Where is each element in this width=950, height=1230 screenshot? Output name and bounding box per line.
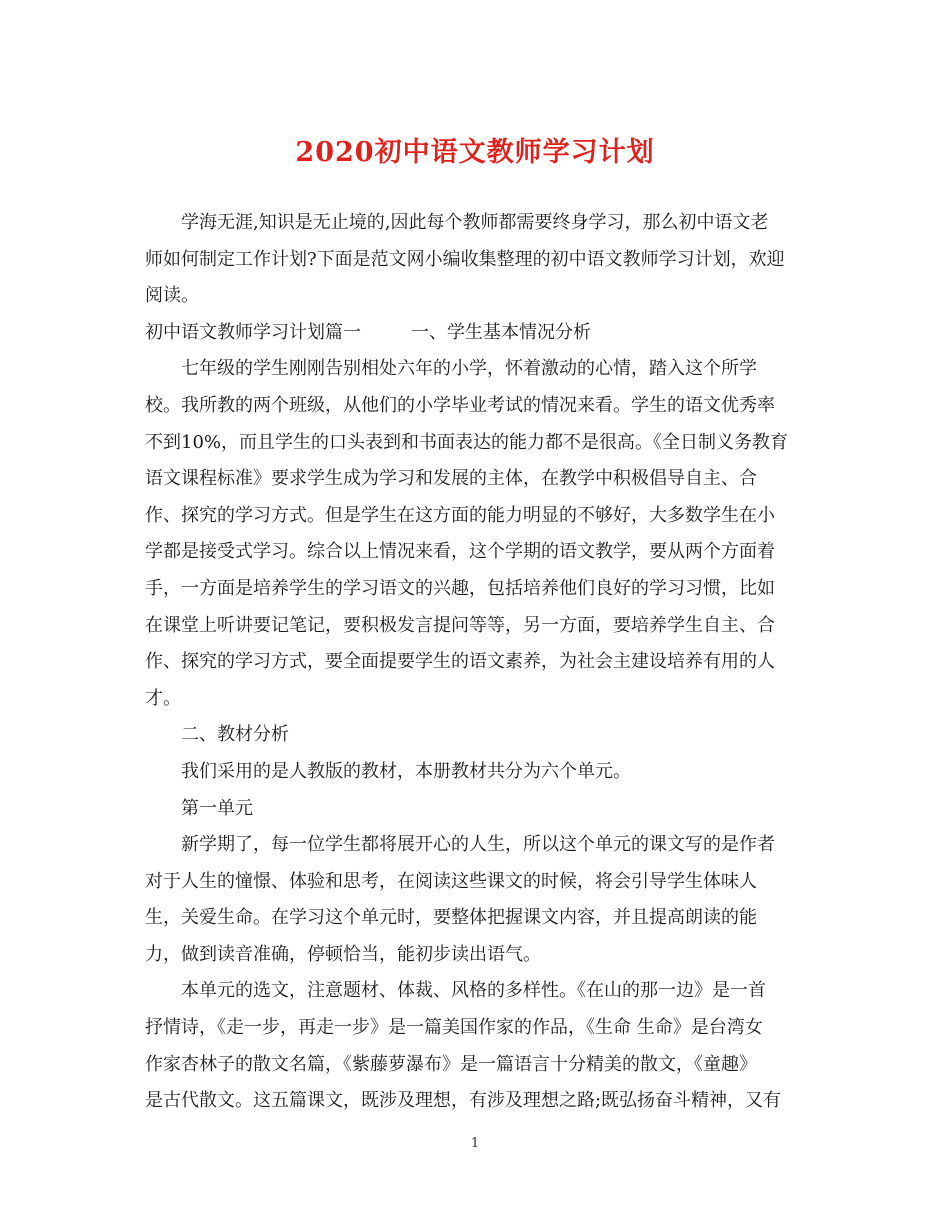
- section-heading: 二、教材分析: [181, 724, 289, 746]
- paragraph-line: 作、探究的学习方式。但是学生在这方面的能力明显的不够好，大多数学生在小: [145, 504, 775, 526]
- paragraph-line: 校。我所教的两个班级，从他们的小学毕业考试的情况来看。学生的语文优秀率: [145, 394, 775, 416]
- plan-heading: 初中语文教师学习计划篇一: [145, 321, 361, 343]
- paragraph-line: 语文课程标准》要求学生成为学习和发展的主体，在教学中积极倡导自主、合: [145, 468, 757, 490]
- paragraph-line: 不到10%，而且学生的口头表到和书面表达的能力都不是很高。《全日制义务教育: [145, 431, 789, 453]
- paragraph-line: 力，做到读音准确，停顿恰当，能初步读出语气。: [145, 943, 541, 965]
- paragraph-line: 本单元的选文，注意题材、体裁、风格的多样性。《在山的那一边》是一首: [181, 980, 766, 1002]
- paragraph-line: 抒情诗，《走一步，再走一步》是一篇美国作家的作品，《生命 生命》是台湾女: [145, 1017, 763, 1039]
- section-heading: 一、学生基本情况分析: [411, 321, 591, 343]
- document-title: 2020初中语文教师学习计划: [295, 137, 655, 168]
- page-number: 1: [470, 1136, 480, 1151]
- paragraph-line: 学都是接受式学习。综合以上情况来看，这个学期的语文教学，要从两个方面着: [145, 541, 775, 563]
- paragraph-line: 七年级的学生刚刚告别相处六年的小学，怀着激动的心情，踏入这个所学: [181, 358, 757, 380]
- paragraph-line: 生，关爱生命。在学习这个单元时，要整体把握课文内容，并且提高朗读的能: [145, 907, 757, 929]
- paragraph-line: 我们采用的是人教版的教材，本册教材共分为六个单元。: [181, 760, 631, 782]
- document-body: [145, 205, 809, 1120]
- paragraph-line: 新学期了，每一位学生都将展开心的人生，所以这个单元的课文写的是作者: [181, 834, 775, 856]
- paragraph-line: 对于人生的憧憬、体验和思考，在阅读这些课文的时候，将会引导学生体味人: [145, 870, 757, 892]
- unit-heading: 第一单元: [181, 797, 253, 819]
- paragraph-line: 在课堂上听讲要记笔记，要积极发言提问等等，另一方面，要培养学生自主、合: [145, 614, 775, 636]
- paragraph-line: 阅读。: [145, 285, 199, 307]
- paragraph-line: 才。: [145, 687, 181, 709]
- paragraph-line: 作家杏林子的散文名篇，《紫藤萝瀑布》是一篇语言十分精美的散文，《童趣》: [145, 1053, 757, 1075]
- paragraph-line: 师如何制定工作计划?下面是范文网小编收集整理的初中语文教师学习计划，欢迎: [145, 248, 785, 270]
- section-heading-line: [145, 315, 809, 352]
- paragraph-line: 作、探究的学习方式，要全面提要学生的语文素养，为社会主建设培养有用的人: [145, 651, 775, 673]
- paragraph-line: 是古代散文。这五篇课文，既涉及理想，有涉及理想之路;既弘扬奋斗精神，又有: [145, 1090, 782, 1112]
- paragraph-line: 手，一方面是培养学生的学习语文的兴趣，包括培养他们良好的学习习惯，比如: [145, 577, 775, 599]
- paragraph-line: 学海无涯,知识是无止境的,因此每个教师都需要终身学习，那么初中语文老: [181, 212, 769, 233]
